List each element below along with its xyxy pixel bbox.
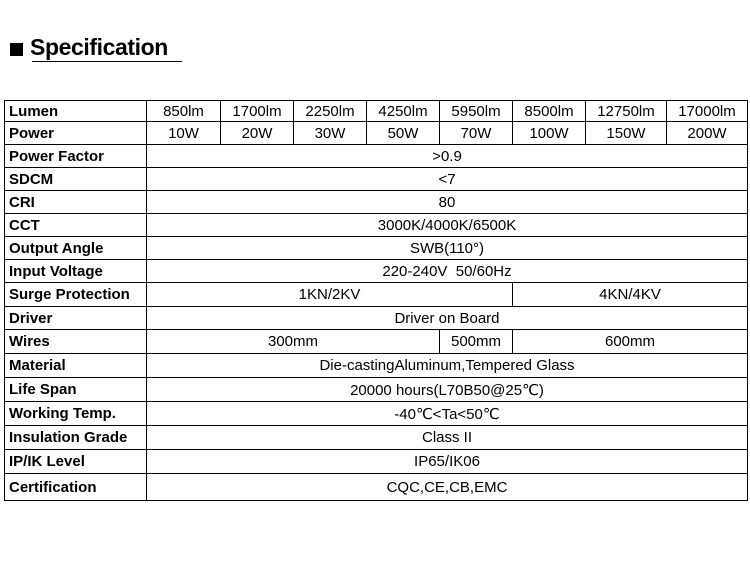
row-label: Material [5,354,147,378]
table-cell: 50W [367,122,440,145]
heading-underline [32,61,182,62]
bullet-square-icon [10,43,23,56]
table-cell: 17000lm [667,101,748,122]
table-cell: 4KN/4KV [513,283,748,307]
table-row-cri [5,191,748,214]
table-cell: Driver on Board [147,307,748,330]
row-label: Output Angle [5,237,147,260]
row-label: IP/IK Level [5,450,147,474]
table-cell: CQC,CE,CB,EMC [147,474,748,501]
table-cell: 220-240V 50/60Hz [147,260,748,283]
row-label: Working Temp. [5,402,147,426]
table-cell: SWB(110°) [147,237,748,260]
table-cell: 600mm [513,330,748,354]
table-row-lumen [5,101,748,122]
table-cell: 1KN/2KV [147,283,513,307]
row-label: Certification [5,474,147,501]
row-label: Input Voltage [5,260,147,283]
row-label: CCT [5,214,147,237]
table-row-certification [5,474,748,501]
row-label: Driver [5,307,147,330]
table-row-power-factor [5,145,748,168]
table-cell: 12750lm [586,101,667,122]
table-cell: Class II [147,426,748,450]
table-row-driver [5,307,748,330]
table-row-sdcm [5,168,748,191]
row-label: Wires [5,330,147,354]
row-label: Power Factor [5,145,147,168]
table-cell: 30W [294,122,367,145]
table-cell: >0.9 [147,145,748,168]
table-row-insulation-grade [5,426,748,450]
table-cell: -40℃<Ta<50℃ [147,402,748,426]
table-cell: 100W [513,122,586,145]
table-cell: IP65/IK06 [147,450,748,474]
table-row-material [5,354,748,378]
section-heading [10,30,168,64]
table-row-cct [5,214,748,237]
table-cell: 500mm [440,330,513,354]
table-cell: 300mm [147,330,440,354]
table-cell: 1700lm [221,101,294,122]
row-label: CRI [5,191,147,214]
table-row-life-span [5,378,748,402]
table-row-input-voltage [5,260,748,283]
specification-table [4,100,748,501]
row-label: Surge Protection [5,283,147,307]
row-label: SDCM [5,168,147,191]
table-cell: <7 [147,168,748,191]
section-title: Specification [30,33,168,60]
table-cell: 850lm [147,101,221,122]
table-cell: 150W [586,122,667,145]
table-cell: 20W [221,122,294,145]
table-cell: 5950lm [440,101,513,122]
table-cell: 2250lm [294,101,367,122]
table-row-ip-ik-level [5,450,748,474]
table-cell: 10W [147,122,221,145]
table-cell: 200W [667,122,748,145]
table-row-working-temp [5,402,748,426]
row-label: Lumen [5,101,147,122]
table-cell: 20000 hours(L70B50@25℃) [147,378,748,402]
table-cell: 80 [147,191,748,214]
table-cell: 70W [440,122,513,145]
table-row-surge-protection [5,283,748,307]
table-row-output-angle [5,237,748,260]
table-row-wires [5,330,748,354]
table-cell: 4250lm [367,101,440,122]
table-cell: 3000K/4000K/6500K [147,214,748,237]
row-label: Life Span [5,378,147,402]
row-label: Insulation Grade [5,426,147,450]
table-cell: Die-castingAluminum,Tempered Glass [147,354,748,378]
table-row-power [5,122,748,145]
row-label: Power [5,122,147,145]
table-cell: 8500lm [513,101,586,122]
